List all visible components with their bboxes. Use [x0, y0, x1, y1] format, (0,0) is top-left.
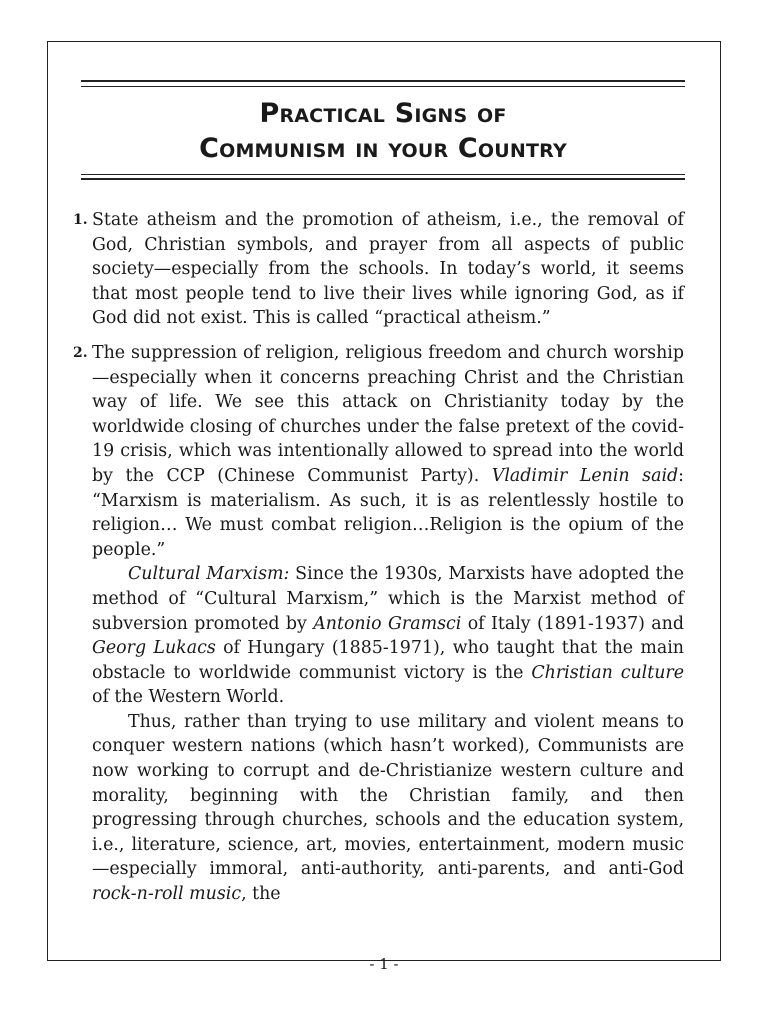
cultural-marxism-label: Cultural Marxism: [128, 564, 290, 585]
title-rule-bottom-thin [81, 174, 685, 175]
title-rule-top-thin [81, 86, 685, 87]
text-run: Since the 1930s, Marxists have adopted the method of “Cultural Marxism,” which is the Marxist method of subversion promoted by [92, 564, 684, 634]
title-rule-top [81, 80, 685, 82]
text-run: of the Western World. [92, 687, 285, 708]
list-item-2 [73, 341, 684, 907]
list-number: 1. [73, 212, 88, 228]
name-lukacs: Georg Lukacs [92, 638, 216, 659]
list-number: 2. [73, 344, 88, 361]
title-rule-bottom [81, 178, 685, 180]
name-gramsci: Antonio Gramsci [313, 613, 462, 634]
list-item-text: State atheism and the promotion of atheism, i.e., the removal of God, Christian symbols, and prayer from all aspects of public society—especially from the schools. In today’s world, it seems that most people tend to live their lives while ignoring God, as if God did not exist. This is called “practical atheism.” [92, 210, 684, 329]
body-text [73, 208, 684, 917]
page-title [81, 96, 685, 166]
rock-n-roll-phrase: rock-n-roll music [92, 884, 242, 905]
title-line-2: Communism in your Country [199, 133, 567, 164]
text-run: : “Marxism is materialism. As such, it is as relentlessly hostile to religion… We must combat religion…Religion is the opium of the people.” [92, 465, 684, 560]
text-run: of Hungary (1885-1971), who taught that the main obstacle to worldwide communist victory is the [92, 638, 685, 683]
page-number: - 1 - [369, 955, 399, 973]
thus-paragraph [92, 710, 684, 907]
text-run: , the [241, 884, 281, 905]
text-run: Thus, rather than trying to use military and violent means to conquer western nations (which hasn’t worked), Communists are now working to corrupt and de-Christianize western culture and morality, beginning with the Christian family, and then progressing through churches, schools and the education system, i.e., literature, science, art, movies, entertainment, modern music—especially immoral, anti-authority, anti-parents, and anti-God [92, 711, 684, 880]
lenin-quote-label: Vladimir Lenin said [491, 465, 679, 486]
title-line-1: Practical Signs of [259, 98, 507, 129]
list-item-text [92, 341, 684, 562]
cultural-marxism-paragraph [92, 562, 684, 710]
text-run: The suppression of religion, religious freedom and church worship—especially when it concerns preaching Christ and the Christian way of life. We see this attack on Christianity today by the worldwide closing of churches under the false pretext of the covid-19 crisis, which was intentionally allowed to spread into the world by the CCP (Chinese Communist Party). [92, 342, 684, 486]
text-run: of Italy (1891-1937) and [461, 613, 684, 634]
list-item-1 [73, 208, 684, 331]
christian-culture-phrase: Christian culture [531, 662, 684, 683]
